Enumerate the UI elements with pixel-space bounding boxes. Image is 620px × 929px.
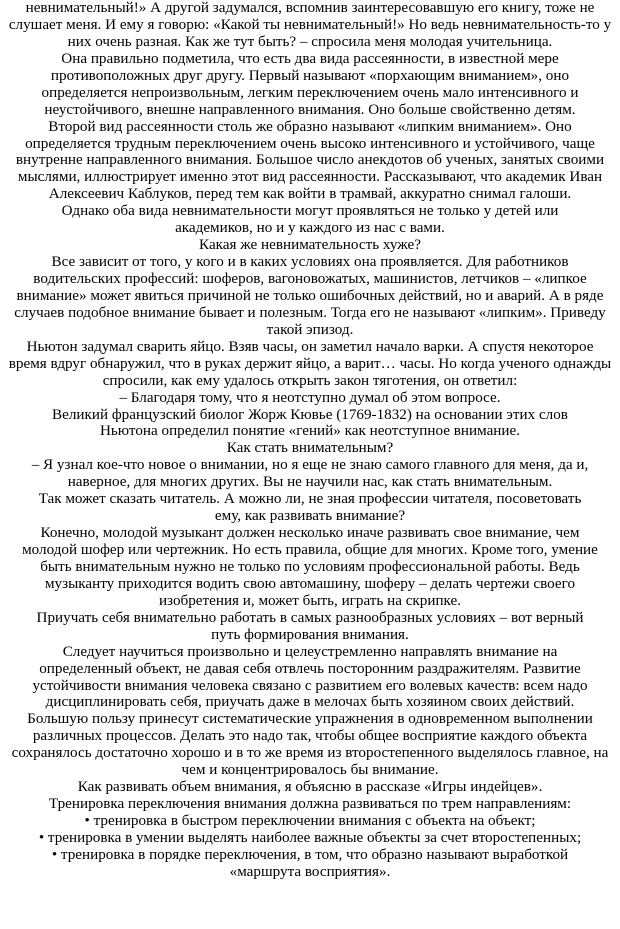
text-line: случаев подобное внимание бывает и полезным. Тогда его не называют «липким». Приведу [14, 303, 606, 321]
text-line: быть внимательным нужно не только по условиям профессиональной работы. Ведь [40, 557, 580, 575]
text-line: Большую пользу принесут систематические упражнения в одновременном выполнении [27, 710, 593, 728]
list-item: • тренировка в умении выделять наиболее важные объекты за счет второстепенных; [38, 828, 582, 846]
text-line: Как развивать объем внимания, я объясню в рассказе «Игры индейцев». [77, 778, 543, 796]
text-line: различных процессов. Делать это надо так, чтобы общее восприятие каждого объекта [32, 727, 588, 745]
text-line: Следует научиться произвольно и целеустремленно направлять внимание на [62, 642, 558, 660]
list-item: «маршрута восприятия». [229, 862, 391, 880]
text-line: изобретения и, может быть, играть на скрипке. [158, 591, 462, 609]
quote-line: наверное, для многих других. Вы не научили нас, как стать внимательным. [67, 473, 553, 491]
text-line: невнимательный!» А другой задумался, вспомнив заинтересовавшую его книгу, тоже не [25, 0, 595, 16]
text-line: Великий французский биолог Жорж Кювье (1769-1832) на основании этих слов [52, 405, 568, 423]
text-line: Однако оба вида невнимательности могут проявляться не только у детей или [61, 202, 559, 220]
quote-line: – Я узнал кое-что новое о внимании, но я еще не знаю самого главного для меня, да и, [31, 456, 589, 474]
text-line: них очень разная. Как же тут быть? – спросила меня молодая учительница. [67, 32, 553, 50]
text-line: чем и концентрировалось бы внимание. [181, 761, 439, 779]
text-line: академиков, но и у каждого из нас с вами. [175, 219, 445, 237]
text-line: противоположных друг другу. Первый называют «порхающим вниманием», оно [50, 66, 570, 84]
text-line: определяется непроизвольным, легким переключением очень мало интенсивного и [41, 83, 579, 101]
text-line: Конечно, молодой музыкант должен несколько иначе развивать свое внимание, чем [40, 524, 580, 542]
text-line: Второй вид рассеянности столь же образно называют «липким вниманием». Оно [48, 117, 572, 135]
text-line: определенный объект, не давая себя отвлечь посторонним раздражителям. Развитие [39, 659, 581, 677]
text-line: время вдруг обнаружил, что в руках держит яйцо, а варит… часы. Но когда ученого однажды [8, 354, 612, 372]
quote-line: – Благодаря тому, что я неотступно думал об этом вопросе. [119, 388, 501, 406]
text-line: водительских профессий: шоферов, вагоновожатых, машинистов, летчиков – «липкое [33, 270, 587, 287]
text-line: Все зависит от того, у кого и в каких условиях она проявляется. Для работников [51, 253, 569, 271]
text-line: Алексеевич Каблуков, перед тем как войти в трамвай, аккуратно снимал галоши. [48, 185, 572, 203]
text-line: Тренировка переключения внимания должна развиваться по трем направлениям: [48, 795, 572, 813]
text-line: Ньютон задумал сварить яйцо. Взяв часы, он заметил начало варки. А спустя некоторое [26, 337, 594, 355]
text-line: спросили, как ему удалось открыть закон тяготения, он ответил: [102, 371, 518, 389]
text-line: внимание» может явиться причиной не только ошибочных действий, но и аварий. А в ряде [16, 286, 604, 304]
text-line: Она правильно подметила, что есть два вида рассеянности, в известной мере [61, 49, 559, 67]
text-line: Так может сказать читатель. А можно ли, не зная профессии читателя, посоветовать [38, 490, 582, 508]
text-line: такой эпизод. [266, 320, 354, 338]
text-line: слушает меня. И ему я говорю: «Какой ты невнимательный!» Но ведь невнимательность-то у [8, 15, 612, 33]
text-line: Приучать себя внимательно работать в самых разнообразных условиях – вот верный [36, 608, 584, 626]
text-line: Ньютона определил понятие «гений» как неотступное внимание. [99, 422, 521, 440]
text-line: молодой шофер или чертежник. Но есть правила, общие для многих. Кроме того, умение [22, 541, 598, 558]
list-item: • тренировка в быстром переключении внимания с объекта на объект; [84, 812, 536, 829]
text-line: устойчивости внимания человека связано с развитием его волевых качеств: всем надо [32, 676, 588, 694]
list-item: • тренировка в порядке переключения, в том, что образно называют выработкой [51, 845, 569, 863]
text-line: внутренне направленного внимания. Большое число анекдотов об ученых, занятых своими [15, 151, 605, 169]
text-line: сохранялось достаточно хорошо и в то же время из второстепенного выделялось главное, на [11, 744, 609, 762]
section-heading: Какая же невнимательность хуже? [199, 236, 421, 254]
text-line: путь формирования внимания. [211, 625, 409, 643]
text-line: определяется трудным переключением очень высоко интенсивного и устойчивого, чаще [25, 134, 595, 152]
section-heading: Как стать внимательным? [226, 439, 394, 457]
text-line: дисциплинировать себя, приучать даже в мелочах быть хозяином своих действий. [45, 693, 575, 711]
text-line: мыслями, иллюстрирует именно этот вид рассеянности. Рассказывают, что академик Иван [17, 168, 603, 186]
text-line: ему, как развивать внимание? [214, 507, 406, 525]
text-line: неустойчивого, внешне направленного внимания. Оно больше свойственно детям. [44, 100, 576, 118]
text-line: музыканту приходится водить свою автомашину, шоферу – делать чертежи своего [44, 574, 576, 592]
